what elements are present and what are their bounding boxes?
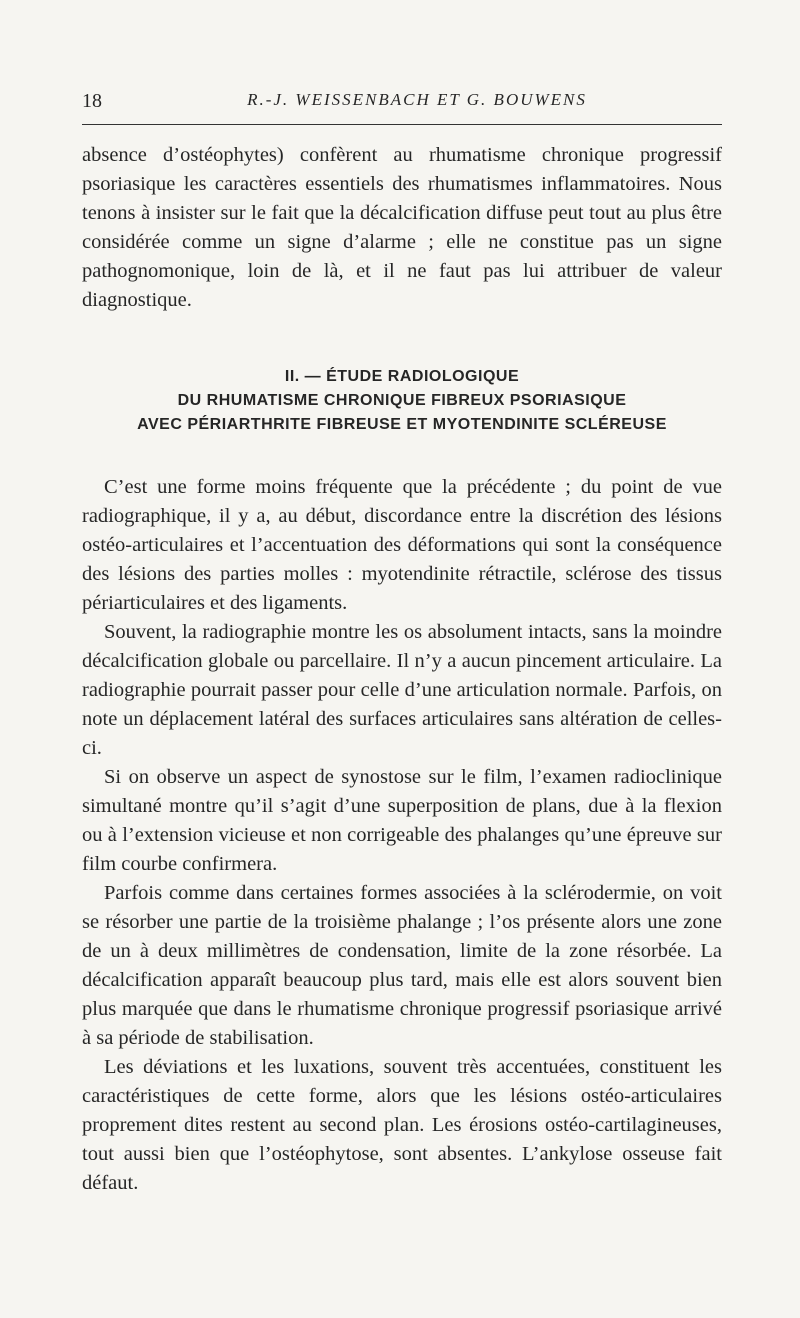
page (82, 90, 722, 1198)
page-header (82, 90, 722, 125)
section-heading-line-1: II. — ÉTUDE RADIOLOGIQUE (284, 368, 520, 385)
body-paragraph-1: C’est une forme moins fréquente que la précédente ; du point de vue radiographique, il y a, au début, discordance entre la discrétion des lésions ostéo-articulaires et l’accentuation des déformations qui sont la conséquence des lésions des parties molles : myotendinite rétractile, sclérose des tissus périarticulaires et des ligaments. (82, 476, 722, 614)
section-heading-line-2: DU RHUMATISME CHRONIQUE FIBREUX PSORIASIQUE (177, 392, 627, 409)
body-paragraph-3: Si on observe un aspect de synostose sur le film, l’examen radioclinique simultané montre qu’il s’agit d’une superposition de plans, due à la flexion ou à l’extension vicieuse et non corrigeable des phalanges qu’une épreuve sur film courbe confirmera. (82, 766, 722, 875)
section-heading-line-3: AVEC PÉRIARTHRITE FIBREUSE ET MYOTENDINITE SCLÉREUSE (137, 416, 667, 433)
intro-paragraph: absence d’ostéophytes) confèrent au rhumatisme chronique progressif psoriasique les caractères essentiels des rhumatismes inflammatoires. Nous tenons à insister sur le fait que la décalcification diffuse peut tout au plus être considérée comme un signe d’alarme ; elle ne constitue pas un signe pathognomonique, loin de là, et il ne faut pas lui attribuer de valeur diagnostique. (82, 144, 722, 311)
section-heading (82, 365, 722, 437)
running-head: R.-J. WEISSENBACH ET G. BOUWENS (247, 90, 587, 109)
body-paragraph-2: Souvent, la radiographie montre les os absolument intacts, sans la moindre décalcification globale ou parcellaire. Il n’y a aucun pincement articulaire. La radiographie pourrait passer pour celle d’une articulation normale. Parfois, on note un déplacement latéral des surfaces articulaires sans altération de celles-ci. (82, 621, 722, 759)
page-number: 18 (82, 90, 102, 112)
body-paragraph-4: Parfois comme dans certaines formes associées à la sclérodermie, on voit se résorber une partie de la troisième phalange ; l’os présente alors une zone de un à deux millimètres de condensation, limite de la zone résorbée. La décalcification apparaît beaucoup plus tard, mais elle est alors souvent bien plus marquée que dans le rhumatisme chronique progressif psoriasique arrivé à sa période de stabilisation. (82, 882, 722, 1049)
body-paragraph-5: Les déviations et les luxations, souvent très accentuées, constituent les caractéristiques de cette forme, alors que les lésions ostéo-articulaires proprement dites restent au second plan. Les érosions ostéo-cartilagineuses, tout aussi bien que l’ostéophytose, sont absentes. L’ankylose osseuse fait défaut. (82, 1056, 722, 1194)
